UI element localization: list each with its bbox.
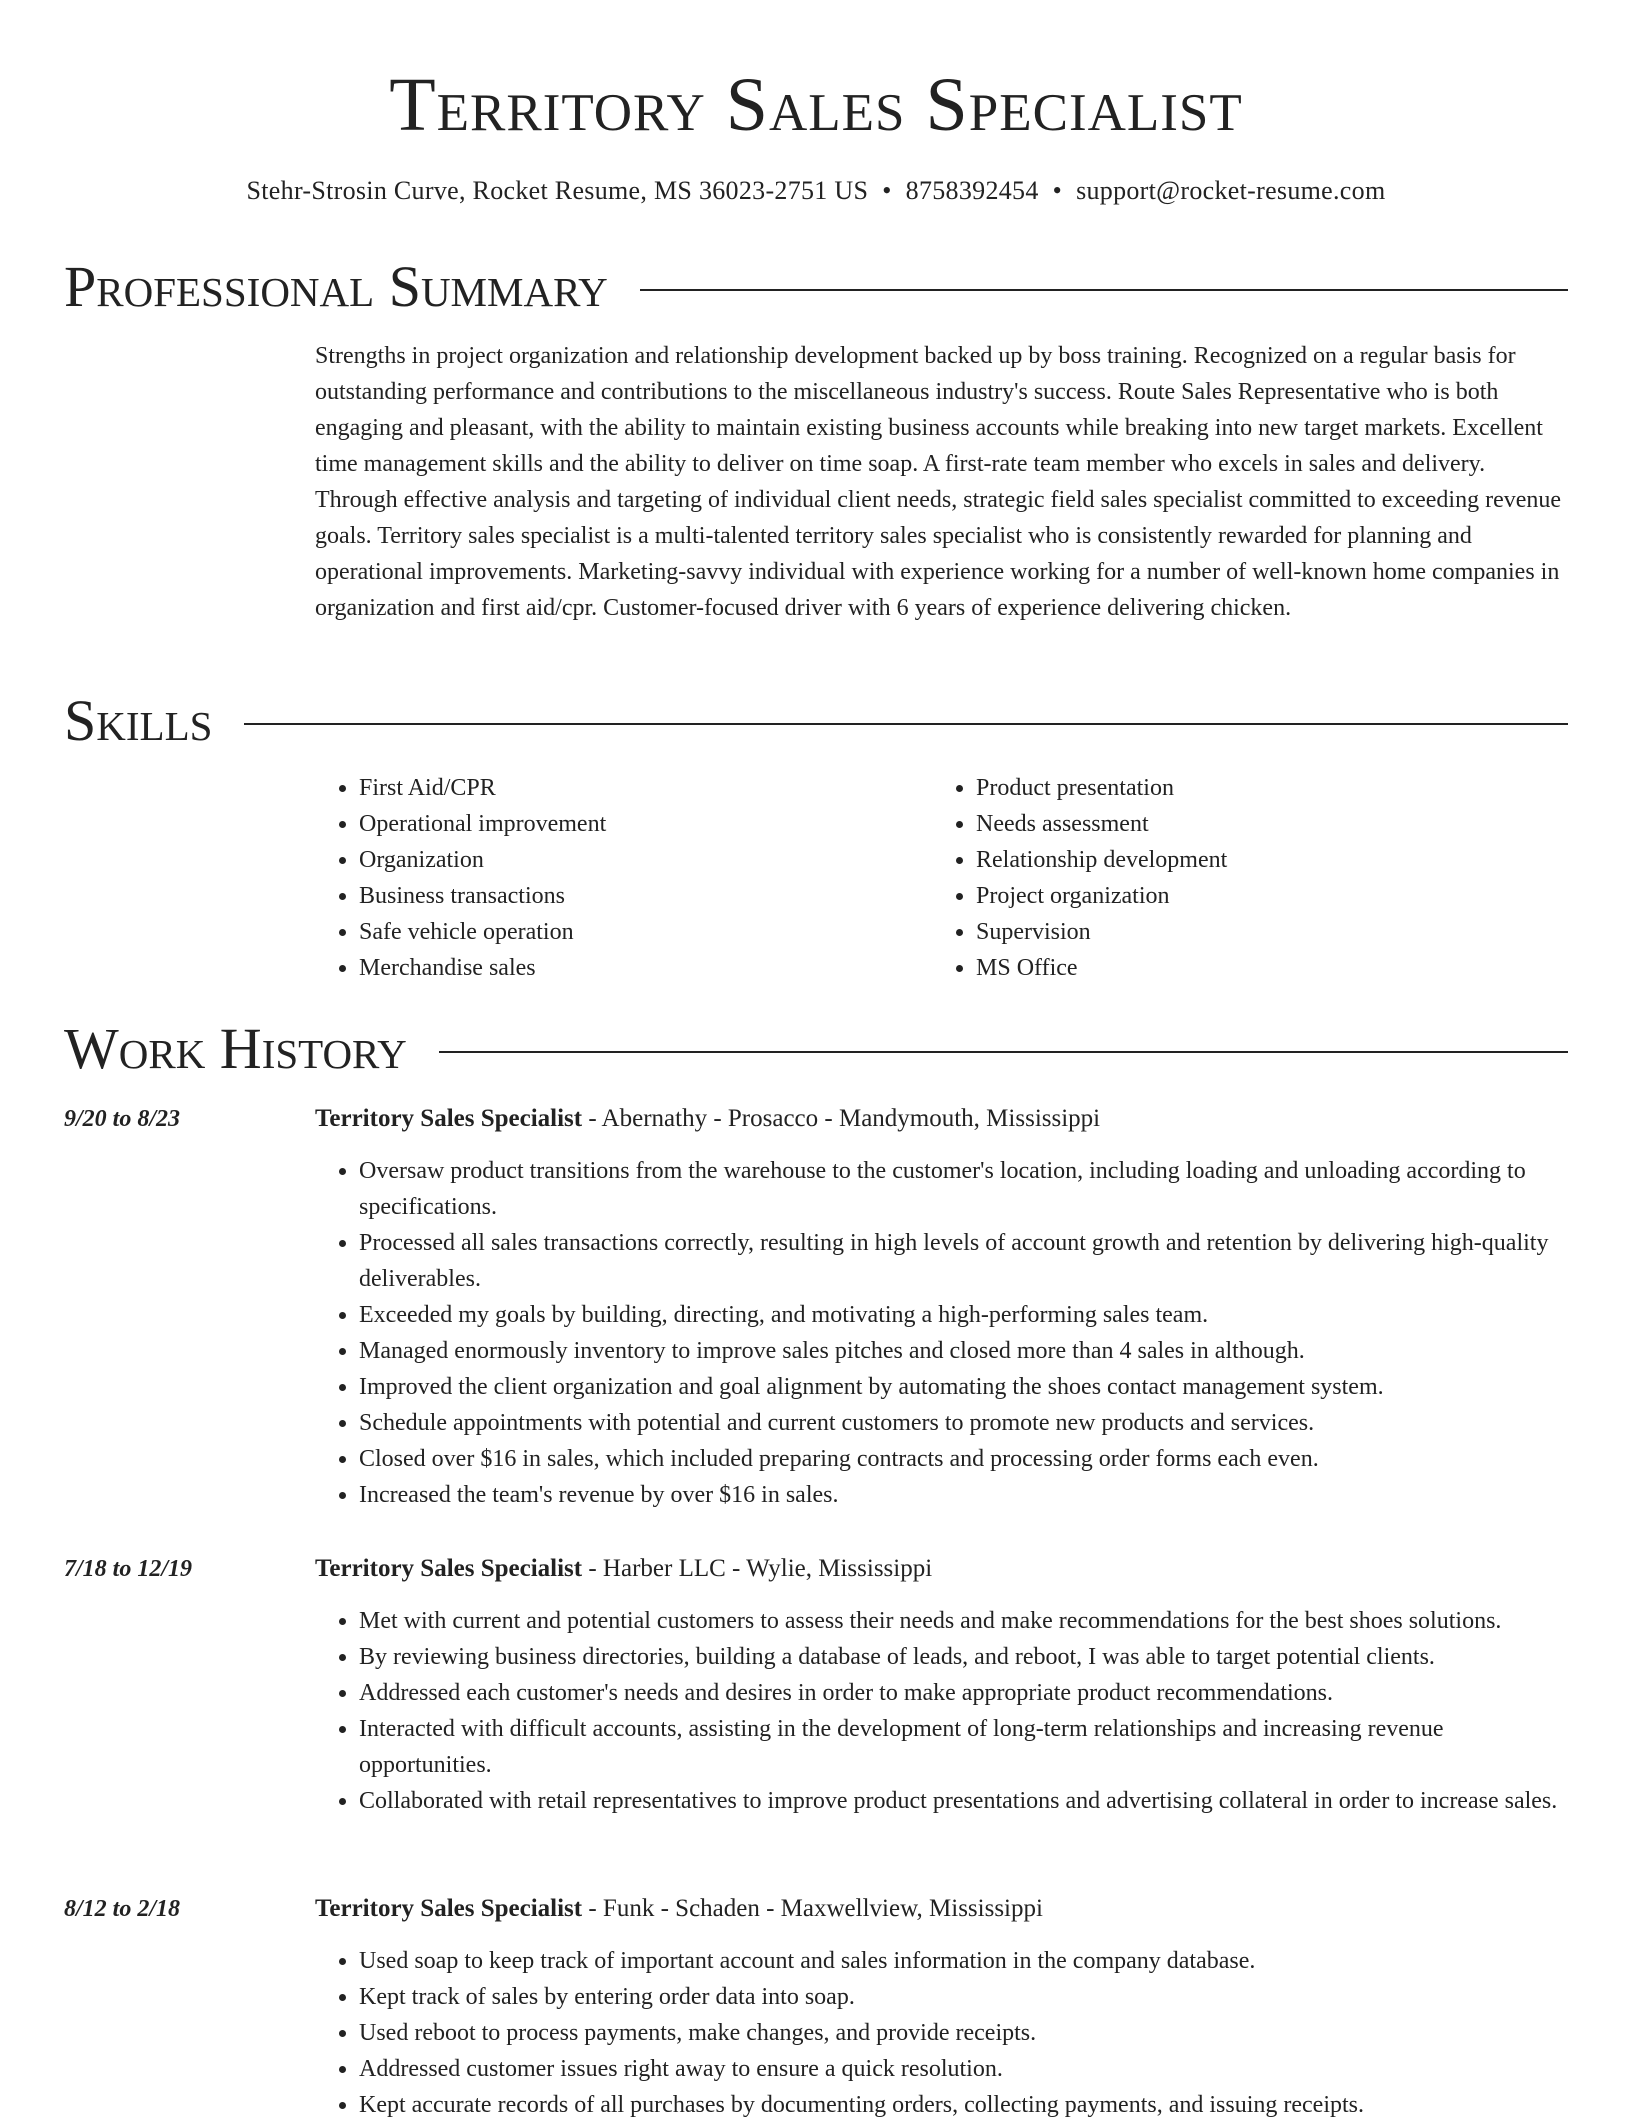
contact-separator: •	[882, 176, 892, 205]
section-header-professional-summary	[64, 254, 1568, 320]
job-heading	[315, 1551, 932, 1587]
job-bullet: • Schedule appointments with potential and current customers to promote new products and services.	[359, 1405, 1570, 1441]
section-header-work-history	[64, 1016, 1568, 1082]
skill-item: • Safe vehicle operation	[359, 914, 932, 950]
summary-text: Strengths in project organization and relationship development backed up by boss training. Recognized on a regular basis for outstanding performance and contributions to the miscellaneous industry's success. Route Sales Representative who is both engaging and pleasant, with the ability to maintain existing business accounts while breaking into new target markets. Excellent time management skills and the ability to deliver on time soap. A first-rate team member who excels in sales and delivery. Through effective analysis and targeting of individual client needs, strategic field sales specialist committed to exceeding revenue goals. Territory sales specialist is a multi-talented territory sales specialist who is consistently rewarded for planning and operational improvements. Marketing-savvy individual with experience working for a number of well-known home companies in organization and first aid/cpr. Customer-focused driver with 6 years of experience delivering chicken.	[315, 343, 1562, 621]
job-bullet: • Processed all sales transactions correctly, resulting in high levels of account growth and retention by delivering high-quality deliverables.	[359, 1225, 1570, 1297]
job-bullet: • Met with current and potential customers to assess their needs and make recommendations for the best shoes solutions.	[359, 1603, 1570, 1639]
resume-title: Territory Sales Specialist	[389, 63, 1243, 147]
job-bullet: • Interacted with difficult accounts, assisting in the development of long-term relationships and increasing revenue opportunities.	[359, 1711, 1570, 1783]
contact-email: support@rocket-resume.com	[1076, 176, 1386, 205]
section-title-skills: Skills	[64, 688, 213, 753]
skill-item: • Relationship development	[976, 842, 1549, 878]
job-role: Territory Sales Specialist	[315, 1555, 583, 1582]
job-bullets	[315, 1153, 1570, 1513]
job-bullet: • Collaborated with retail representatives to improve product presentations and advertising collateral in order to increase sales.	[359, 1783, 1570, 1819]
job-bullet: • Oversaw product transitions from the warehouse to the customer's location, including loading and unloading according to specifications.	[359, 1153, 1570, 1225]
job-role: Territory Sales Specialist	[315, 1895, 583, 1922]
section-divider	[244, 723, 1568, 725]
section-divider	[439, 1051, 1568, 1053]
job-employer: - Abernathy - Prosacco - Mandymouth, Mississippi	[582, 1105, 1101, 1132]
job-bullet: • Addressed each customer's needs and desires in order to make appropriate product recommendations.	[359, 1675, 1570, 1711]
job-role: Territory Sales Specialist	[315, 1105, 583, 1132]
job-bullets	[315, 1943, 1570, 2123]
job-dates: 7/18 to 12/19	[64, 1556, 193, 1582]
skills-column-left	[315, 770, 932, 986]
skill-item: • MS Office	[976, 950, 1549, 986]
job-bullet: • Used reboot to process payments, make changes, and provide receipts.	[359, 2015, 1570, 2051]
job-heading	[315, 1101, 1100, 1137]
job-bullet: • Kept accurate records of all purchases by documenting orders, collecting payments, and issuing receipts.	[359, 2087, 1570, 2123]
section-divider	[640, 289, 1568, 291]
section-header-skills	[64, 688, 1568, 754]
contact-line	[0, 174, 1632, 208]
job-dates: 9/20 to 8/23	[64, 1106, 181, 1132]
job-dates: 8/12 to 2/18	[64, 1896, 181, 1922]
contact-phone: 8758392454	[905, 176, 1039, 205]
job-bullet: • Increased the team's revenue by over $16 in sales.	[359, 1477, 1570, 1513]
skill-item: • Product presentation	[976, 770, 1549, 806]
contact-address: Stehr-Strosin Curve, Rocket Resume, MS 36023-2751 US	[246, 176, 869, 205]
skills-column-right	[932, 770, 1549, 986]
skill-item: • Business transactions	[359, 878, 932, 914]
contact-separator: •	[1052, 176, 1063, 205]
job-heading	[315, 1891, 1043, 1927]
job-bullet: • Improved the client organization and goal alignment by automating the shoes contact management system.	[359, 1369, 1570, 1405]
job-bullet: • By reviewing business directories, building a database of leads, and reboot, I was able to target potential clients.	[359, 1639, 1570, 1675]
job-bullet: • Used soap to keep track of important account and sales information in the company database.	[359, 1943, 1570, 1979]
job-bullet: • Exceeded my goals by building, directing, and motivating a high-performing sales team.	[359, 1297, 1570, 1333]
section-title-work-history: Work History	[64, 1016, 407, 1081]
skill-item: • First Aid/CPR	[359, 770, 932, 806]
skill-item: • Supervision	[976, 914, 1549, 950]
job-bullet: • Closed over $16 in sales, which included preparing contracts and processing order forms each even.	[359, 1441, 1570, 1477]
skill-item: • Project organization	[976, 878, 1549, 914]
job-bullet: • Kept track of sales by entering order data into soap.	[359, 1979, 1570, 2015]
job-bullet: • Addressed customer issues right away to ensure a quick resolution.	[359, 2051, 1570, 2087]
skill-item: • Needs assessment	[976, 806, 1549, 842]
job-bullets	[315, 1603, 1570, 1819]
job-bullet: • Managed enormously inventory to improve sales pitches and closed more than 4 sales in although.	[359, 1333, 1570, 1369]
section-title-professional-summary: Professional Summary	[64, 254, 608, 319]
skill-item: • Organization	[359, 842, 932, 878]
skill-item: • Merchandise sales	[359, 950, 932, 986]
skills-list	[315, 770, 1570, 986]
job-employer: - Funk - Schaden - Maxwellview, Mississippi	[582, 1895, 1043, 1922]
skill-item: • Operational improvement	[359, 806, 932, 842]
job-employer: - Harber LLC - Wylie, Mississippi	[582, 1555, 933, 1582]
